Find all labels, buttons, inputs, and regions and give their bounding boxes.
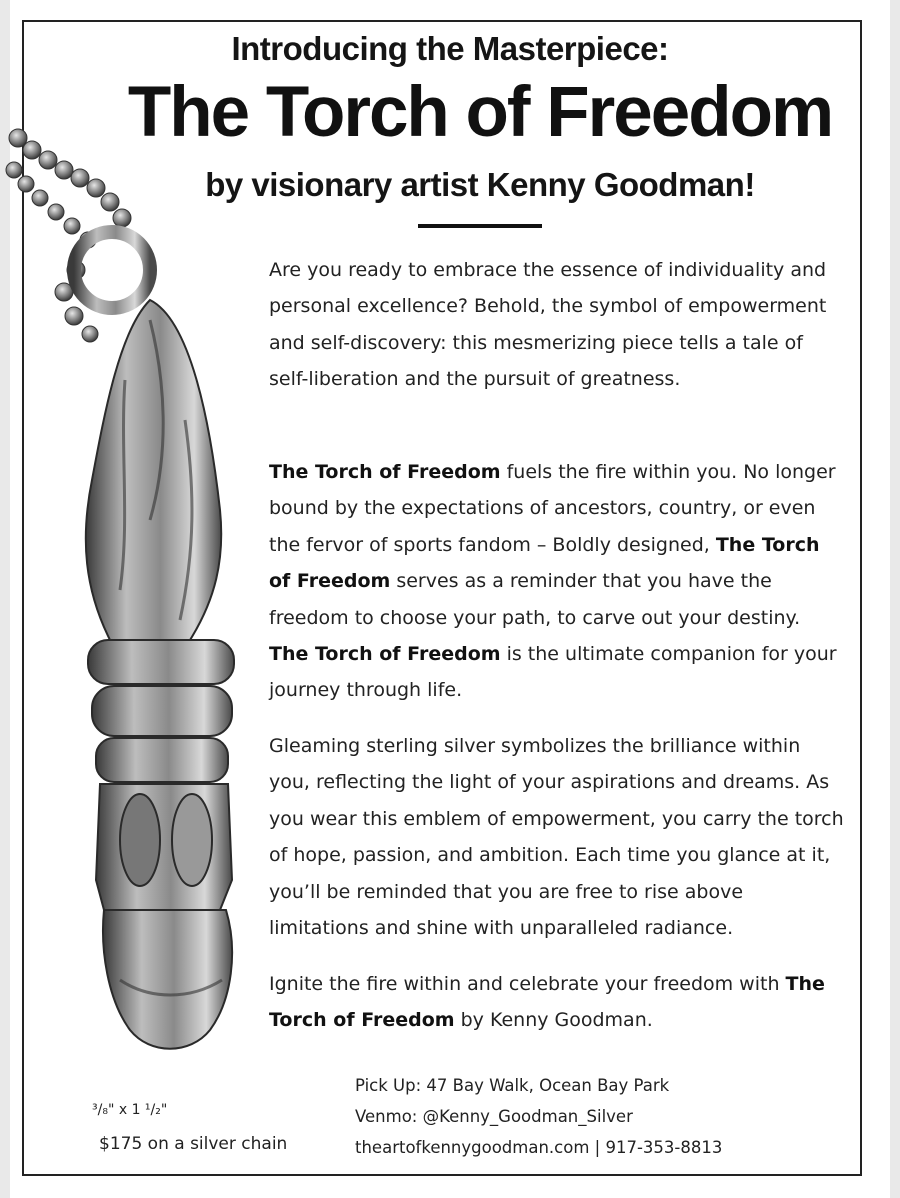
product-size: ³/₈" x 1 ¹/₂" [92,1102,168,1118]
paragraph-text: serves as a reminder that you have the freedom to choose your path, to carve out your destiny. [269,570,801,629]
website-phone: theartofkennygoodman.com | 917-353-8813 [355,1138,723,1157]
paragraph-freedom [269,454,844,709]
product-name: The Torch of Freedom [269,973,825,1032]
pickup-address: Pick Up: 47 Bay Walk, Ocean Bay Park [355,1076,670,1095]
product-price: $175 on a silver chain [99,1134,288,1154]
intro-heading: Introducing the Masterpiece: [231,30,669,67]
paragraph-closing [269,966,844,1039]
byline-heading: by visionary artist Kenny Goodman! [205,166,755,203]
paragraph-text: is the ultimate companion for your journey through life. [269,643,837,702]
paragraph-text: fuels the fire within you. No longer bound by the expectations of ancestors, country, or even the fervor of sports fandom – Boldly designed, [269,461,836,556]
paragraph-text: by Kenny Goodman. [454,1009,653,1032]
venmo-handle: Venmo: @Kenny_Goodman_Silver [355,1107,633,1126]
product-name: The Torch of Freedom [269,461,501,483]
contact-info [355,1070,722,1163]
product-name: The Torch of Freedom [269,533,820,593]
pendant-photo [0,120,260,1080]
product-name: The Torch of Freedom [269,643,501,666]
page-title: The Torch of Freedom [127,73,833,152]
paragraph-silver: Gleaming sterling silver symbolizes the brilliance within you, reflecting the light of your aspirations and dreams. As you wear this emblem of empowerment, you carry the torch of hope, passion, and ambition. Each time you glance at it, you’ll be reminded that you are free to rise above limitations and shine with unparalleled radiance. [269,735,844,940]
paragraph-intro: Are you ready to embrace the essence of individuality and personal excellence? Behold, the symbol of empowerment and self-discovery: this mesmerizing piece tells a tale of self-liberation and the pursuit of greatness. [269,259,827,391]
paragraph-text: Ignite the fire within and celebrate your freedom with [269,973,786,995]
pendant-flame [86,300,221,640]
divider [418,224,542,228]
